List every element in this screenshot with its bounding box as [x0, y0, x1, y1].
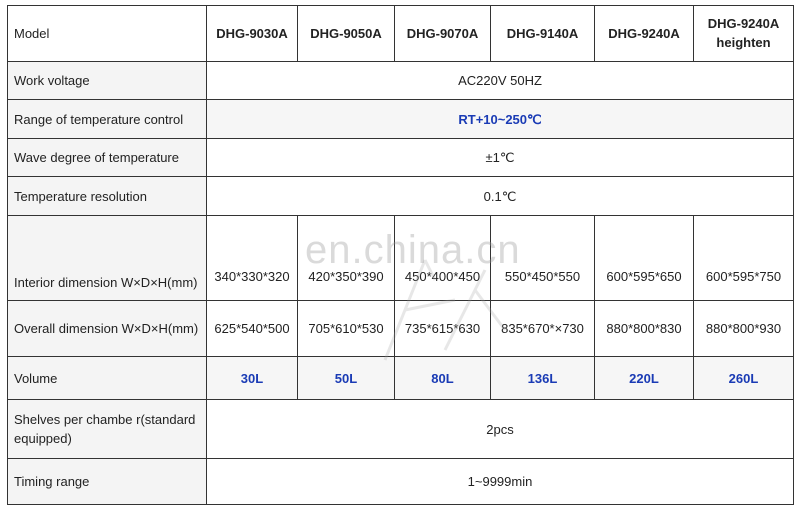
timing-row — [8, 459, 794, 505]
shelves-label: Shelves per chambe r(standard equipped) — [8, 400, 207, 459]
wave-label: Wave degree of temperature — [8, 138, 207, 177]
timing-label: Timing range — [8, 459, 207, 505]
model-header: DHG-9030A — [207, 6, 298, 62]
overall-value: 735*615*630 — [395, 301, 491, 357]
model-header: DHG-9050A — [298, 6, 395, 62]
timing-value: 1~9999min — [207, 459, 794, 505]
interior-label: Interior dimension W×D×H(mm) — [8, 215, 207, 300]
model-header: DHG-9240A — [595, 6, 694, 62]
overall-label: Overall dimension W×D×H(mm) — [8, 301, 207, 357]
model-header: DHG-9070A — [395, 6, 491, 62]
overall-value: 880*800*930 — [694, 301, 794, 357]
voltage-row — [8, 61, 794, 100]
voltage-value: AC220V 50HZ — [207, 61, 794, 100]
interior-value: 340*330*320 — [207, 215, 298, 300]
model-header: DHG-9240A heighten — [694, 6, 794, 62]
watermark-text: en.china.cn — [305, 228, 521, 272]
header-row — [8, 6, 794, 62]
overall-row — [8, 301, 794, 357]
model-header: DHG-9140A — [491, 6, 595, 62]
interior-value: 600*595*650 — [595, 215, 694, 300]
interior-row — [8, 215, 794, 300]
overall-value: 835*670*×730 — [491, 301, 595, 357]
interior-value: 550*450*550 — [491, 215, 595, 300]
interior-value: 420*350*390 — [298, 215, 395, 300]
overall-value: 705*610*530 — [298, 301, 395, 357]
resolution-value: 0.1℃ — [207, 177, 794, 216]
spec-table — [7, 5, 794, 505]
volume-label: Volume — [8, 356, 207, 400]
wave-value: ±1℃ — [207, 138, 794, 177]
shelves-row — [8, 400, 794, 459]
model-label: Model — [8, 6, 207, 62]
wave-row — [8, 138, 794, 177]
overall-value: 880*800*830 — [595, 301, 694, 357]
voltage-label: Work voltage — [8, 61, 207, 100]
volume-value: 220L — [595, 356, 694, 400]
overall-value: 625*540*500 — [207, 301, 298, 357]
range-label: Range of temperature control — [8, 100, 207, 139]
volume-value: 260L — [694, 356, 794, 400]
range-value: RT+10~250℃ — [207, 100, 794, 139]
range-row — [8, 100, 794, 139]
resolution-label: Temperature resolution — [8, 177, 207, 216]
volume-value: 80L — [395, 356, 491, 400]
interior-value: 600*595*750 — [694, 215, 794, 300]
volume-value: 136L — [491, 356, 595, 400]
volume-row — [8, 356, 794, 400]
volume-value: 30L — [207, 356, 298, 400]
shelves-value: 2pcs — [207, 400, 794, 459]
volume-value: 50L — [298, 356, 395, 400]
resolution-row — [8, 177, 794, 216]
interior-value: 450*400*450 — [395, 215, 491, 300]
